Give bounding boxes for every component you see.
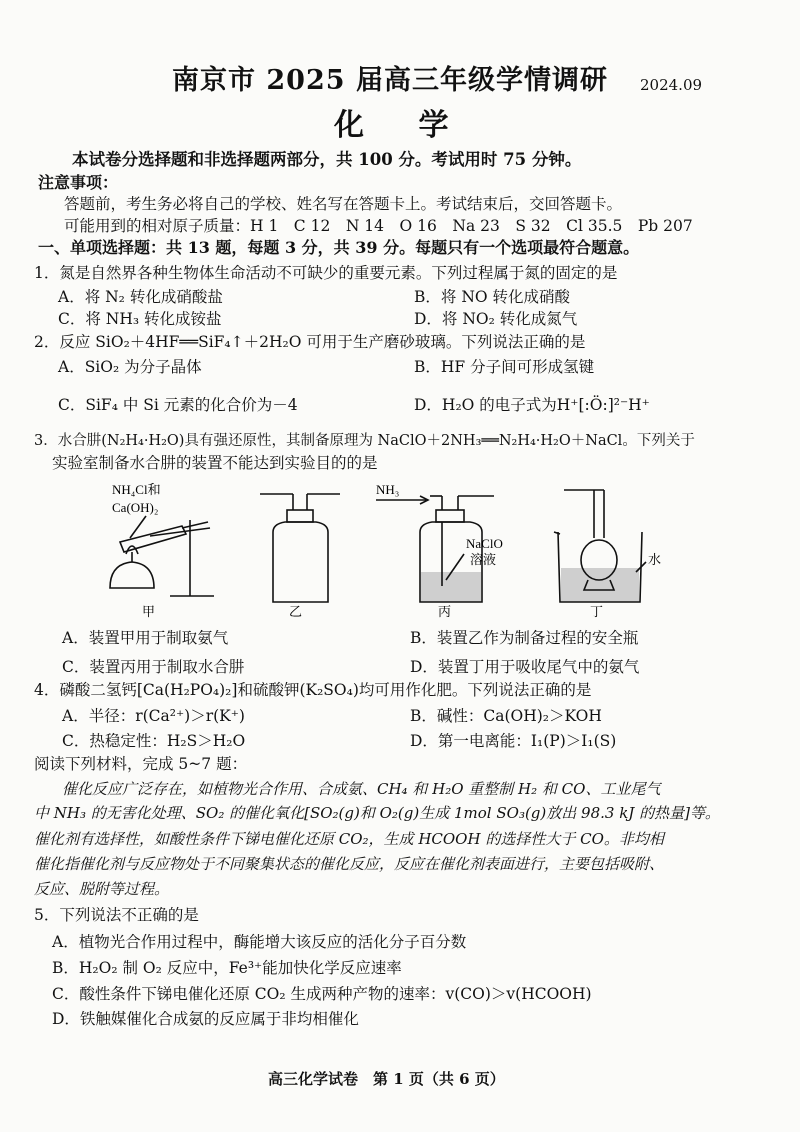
notice-heading: 注意事项： [38, 173, 119, 192]
q1-option-a: A．将 N₂ 转化成硝酸盐 [58, 288, 223, 306]
q4-option-c: C．热稳定性：H₂S＞H₂O [62, 732, 246, 750]
reagent-label-2: Ca(OH)₂ [112, 500, 159, 515]
label-bing: 丙 [438, 604, 452, 619]
section-heading: 一、单项选择题：共 13 题，每题 3 分，共 39 分。每题只有一个选项最符合题意。 [38, 238, 640, 257]
reading-paragraph-line-4: 催化指催化剂与反应物处于不同聚集状态的催化反应，反应在催化剂表面进行，主要包括吸附、 [34, 855, 665, 873]
q5-option-c: C．酸性条件下锑电催化还原 CO₂ 生成两种产物的速率：v(CO)＞v(HCOOH) [52, 985, 592, 1003]
q3-option-d: D．装置丁用于吸收尾气中的氨气 [410, 658, 640, 676]
q4-option-d: D．第一电离能：I₁(P)＞I₁(S) [410, 732, 617, 750]
q2-option-a: A．SiO₂ 为分子晶体 [58, 358, 202, 376]
apparatus-figure [90, 476, 700, 622]
label-yi: 乙 [289, 604, 303, 619]
q5-option-d: D．铁触媒催化合成氨的反应属于非均相催化 [52, 1010, 359, 1028]
reading-paragraph-line-3: 催化剂有选择性，如酸性条件下锑电催化还原 CO₂，生成 HCOOH 的选择性大于 CO。非均相 [34, 830, 664, 848]
exam-date: 2024.09 [640, 76, 703, 94]
reading-paragraph-line-1: 催化反应广泛存在，如植物光合作用、合成氨、CH₄ 和 H₂O 重整制 H₂ 和 CO、工业尾气 [62, 780, 661, 798]
reading-paragraph-line-5: 反应、脱附等过程。 [34, 880, 170, 898]
label-ding: 丁 [590, 604, 604, 619]
q5-option-a: A．植物光合作用过程中，酶能增大该反应的活化分子百分数 [52, 933, 467, 951]
q4-option-b: B．碱性：Ca(OH)₂＞KOH [410, 707, 602, 725]
naclo-label-2: 溶液 [470, 552, 497, 567]
apparatus-bing [376, 482, 503, 619]
apparatus-yi [260, 494, 340, 619]
naclo-label-1: NaClO [466, 536, 503, 551]
notice-line-2: 可能用到的相对原子质量：H 1 C 12 N 14 O 16 Na 23 S 32 Cl 35.5 Pb 207 [64, 217, 693, 235]
q3-stem-line-2: 实验室制备水合肼的装置不能达到实验目的的是 [52, 454, 378, 472]
reagent-label-1: NH₄Cl和 [112, 482, 161, 497]
q1-stem: 1．氮是自然界各种生物体生命活动不可缺少的重要元素。下列过程属于氮的固定的是 [34, 264, 618, 282]
q2-option-d: D．H₂O 的电子式为H⁺[:Ö:]²⁻H⁺ [414, 396, 650, 414]
q1-option-c: C．将 NH₃ 转化成铵盐 [58, 310, 222, 328]
nh3-label: NH₃ [376, 482, 400, 497]
notice-line-1: 答题前，考生务必将自己的学校、姓名写在答题卡上。考试结束后，交回答题卡。 [64, 195, 623, 213]
apparatus-ding [554, 490, 661, 619]
exam-intro: 本试卷分选择题和非选择题两部分，共 100 分。考试用时 75 分钟。 [72, 150, 582, 169]
q2-option-c: C．SiF₄ 中 Si 元素的化合价为－4 [58, 396, 298, 414]
q3-option-b: B．装置乙作为制备过程的安全瓶 [410, 629, 639, 647]
q5-option-b: B．H₂O₂ 制 O₂ 反应中，Fe³⁺能加快化学反应速率 [52, 959, 402, 977]
q4-option-a: A．半径：r(Ca²⁺)＞r(K⁺) [62, 707, 245, 725]
water-label: 水 [648, 552, 662, 567]
label-jia: 甲 [142, 604, 156, 619]
q2-option-b: B．HF 分子间可形成氢键 [414, 358, 595, 376]
q3-option-a: A．装置甲用于制取氨气 [62, 629, 229, 647]
q1-option-d: D．将 NO₂ 转化成氮气 [414, 310, 578, 328]
q3-stem-line-1: 3．水合肼(N₂H₄·H₂O)具有强还原性，其制备原理为 NaClO＋2NH₃══N₂H₄·H₂O＋NaCl。下列关于 [34, 433, 695, 449]
q5-stem: 5．下列说法不正确的是 [34, 906, 199, 924]
apparatus-jia [110, 482, 214, 619]
q3-option-c: C．装置丙用于制取水合肼 [62, 658, 245, 676]
page-footer: 高三化学试卷 第 1 页（共 6 页） [268, 1070, 505, 1088]
q2-stem: 2．反应 SiO₂＋4HF══SiF₄↑＋2H₂O 可用于生产磨砂玻璃。下列说法正确的是 [34, 333, 586, 351]
exam-title: 南京市 2025 届高三年级学情调研 [172, 65, 608, 96]
subject-title: 化 学 [334, 108, 471, 143]
q4-stem: 4．磷酸二氢钙[Ca(H₂PO₄)₂]和硫酸钾(K₂SO₄)均可用作化肥。下列说法正确的是 [34, 681, 592, 699]
q1-option-b: B．将 NO 转化成硝酸 [414, 288, 571, 306]
reading-lead: 阅读下列材料，完成 5~7 题： [34, 755, 248, 773]
reading-paragraph-line-2: 中 NH₃ 的无害化处理、SO₂ 的催化氧化[SO₂(g)和 O₂(g)生成 1mol SO₃(g)放出 98.3 kJ 的热量]等。 [34, 804, 720, 822]
